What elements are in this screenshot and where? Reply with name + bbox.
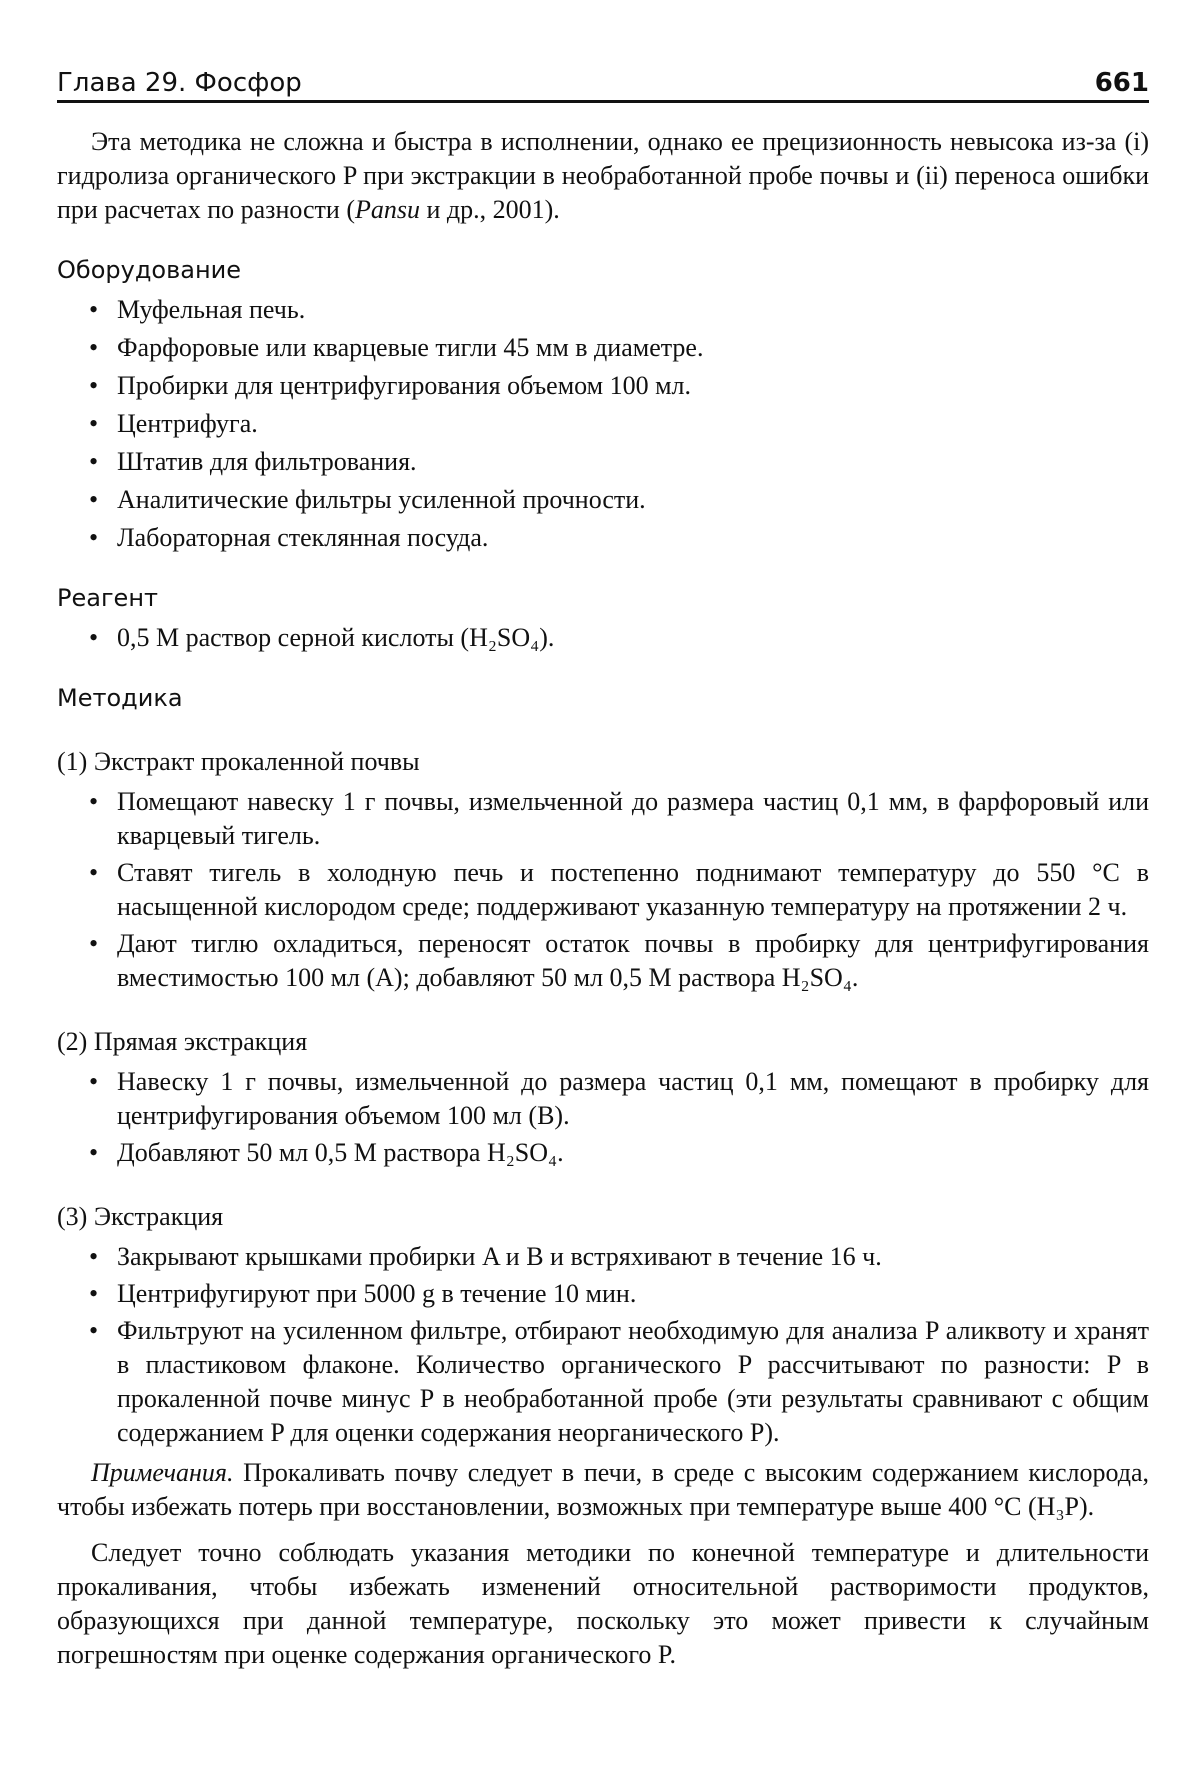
bullet-icon: • xyxy=(89,787,99,816)
bullet-icon: • xyxy=(89,623,99,652)
list-item xyxy=(57,293,1149,327)
list-item-text: Фильтруют на усиленном фильтре, отбирают необходимую для анализа P аликвоту и хранят в пластиковом флаконе. Количество органического P рассчитывают по разности: P в прокаленной почве минус P в необработанной пробе (эти результаты сравнивают с общим содержанием P для оценки содержания неорганического P). xyxy=(117,1316,1149,1447)
step3-title: (3) Экстракция xyxy=(57,1202,224,1231)
reagent-list xyxy=(57,621,1149,655)
intro-paragraph xyxy=(57,125,1149,227)
step1-title: (1) Экстракт прокаленной почвы xyxy=(57,747,420,776)
bullet-icon: • xyxy=(89,523,99,552)
step3-list xyxy=(57,1240,1149,1450)
list-item-text: Дают тиглю охладиться, переносят остаток почвы в пробирку для центрифугирования вместимостью 100 мл (A); добавляют 50 мл 0,5 M раствора H₂SO₄. xyxy=(117,929,1149,992)
list-item xyxy=(57,621,1149,655)
intro-text-tail: и др., 2001). xyxy=(419,195,560,224)
book-page xyxy=(57,62,1149,1672)
closing-paragraph: Следует точно соблюдать указания методики по конечной температуре и длительности прокаливания, чтобы избежать изменений относительной растворимости продуктов, образующихся при данной температуре, поскольку это может привести к случайным погрешностям при оценке содержания органического P. xyxy=(57,1538,1149,1669)
list-item-text: Муфельная печь. xyxy=(117,295,306,324)
list-item-text: Навеску 1 г почвы, измельченной до размера частиц 0,1 мм, помещают в пробирку для центрифугирования объемом 100 мл (B). xyxy=(117,1067,1149,1130)
bullet-icon: • xyxy=(89,1242,99,1271)
list-item xyxy=(57,1240,1149,1274)
list-item-text: Закрывают крышками пробирки A и B и встряхивают в течение 16 ч. xyxy=(117,1242,882,1271)
list-item xyxy=(57,1314,1149,1450)
method-heading: Методика xyxy=(57,684,183,712)
list-item xyxy=(57,407,1149,441)
bullet-icon: • xyxy=(89,1316,99,1345)
bullet-icon: • xyxy=(89,1279,99,1308)
list-item-text: Лабораторная стеклянная посуда. xyxy=(117,523,489,552)
intro-reference: Pansu xyxy=(354,195,420,224)
bullet-icon: • xyxy=(89,409,99,438)
list-item-text: Пробирки для центрифугирования объемом 100 мл. xyxy=(117,371,692,400)
list-item-text: Аналитические фильтры усиленной прочности. xyxy=(117,485,646,514)
bullet-icon: • xyxy=(89,858,99,887)
list-item-text: Ставят тигель в холодную печь и постепенно поднимают температуру до 550 °C в насыщенной кислородом среде; поддерживают указанную температуру на протяжении 2 ч. xyxy=(117,858,1149,921)
intro-text: Эта методика не сложна и быстра в исполнении, однако ее прецизионность невысока из-за (i) гидролиза органического P при экстракции в необработанной пробе почвы и (ii) переноса ошибки при расчетах по разности ( xyxy=(57,127,1149,224)
list-item xyxy=(57,856,1149,924)
bullet-icon: • xyxy=(89,295,99,324)
bullet-icon: • xyxy=(89,371,99,400)
list-item-text: Фарфоровые или кварцевые тигли 45 мм в диаметре. xyxy=(117,333,704,362)
bullet-icon: • xyxy=(89,1138,99,1167)
reagent-heading: Реагент xyxy=(57,584,158,612)
step2-list xyxy=(57,1065,1149,1170)
list-item xyxy=(57,927,1149,995)
note-paragraph xyxy=(57,1456,1149,1524)
note-label: Примечания. xyxy=(91,1458,234,1487)
running-header xyxy=(57,62,1149,103)
bullet-icon: • xyxy=(89,1067,99,1096)
list-item xyxy=(57,331,1149,365)
equipment-heading: Оборудование xyxy=(57,256,241,284)
chapter-title: Глава 29. Фосфор xyxy=(57,68,302,98)
page-number: 661 xyxy=(1094,68,1149,98)
bullet-icon: • xyxy=(89,447,99,476)
step2-title: (2) Прямая экстракция xyxy=(57,1027,308,1056)
list-item xyxy=(57,521,1149,555)
list-item-text: Центрифугируют при 5000 g в течение 10 мин. xyxy=(117,1279,637,1308)
list-item-text: 0,5 M раствор серной кислоты (H₂SO₄). xyxy=(117,623,555,652)
list-item-text: Помещают навеску 1 г почвы, измельченной до размера частиц 0,1 мм, в фарфоровый или кварцевый тигель. xyxy=(117,787,1149,850)
equipment-list xyxy=(57,293,1149,555)
list-item xyxy=(57,1065,1149,1133)
step1-list xyxy=(57,785,1149,995)
list-item-text: Центрифуга. xyxy=(117,409,258,438)
note-text: Прокаливать почву следует в печи, в среде с высоким содержанием кислорода, чтобы избежать потерь при восстановлении, возможных при температуре выше 400 °C (H₃P). xyxy=(57,1458,1149,1521)
bullet-icon: • xyxy=(89,333,99,362)
list-item xyxy=(57,785,1149,853)
bullet-icon: • xyxy=(89,929,99,958)
bullet-icon: • xyxy=(89,485,99,514)
list-item xyxy=(57,483,1149,517)
list-item-text: Добавляют 50 мл 0,5 M раствора H₂SO₄. xyxy=(117,1138,564,1167)
list-item xyxy=(57,1277,1149,1311)
list-item-text: Штатив для фильтрования. xyxy=(117,447,417,476)
list-item xyxy=(57,1136,1149,1170)
list-item xyxy=(57,445,1149,479)
list-item xyxy=(57,369,1149,403)
